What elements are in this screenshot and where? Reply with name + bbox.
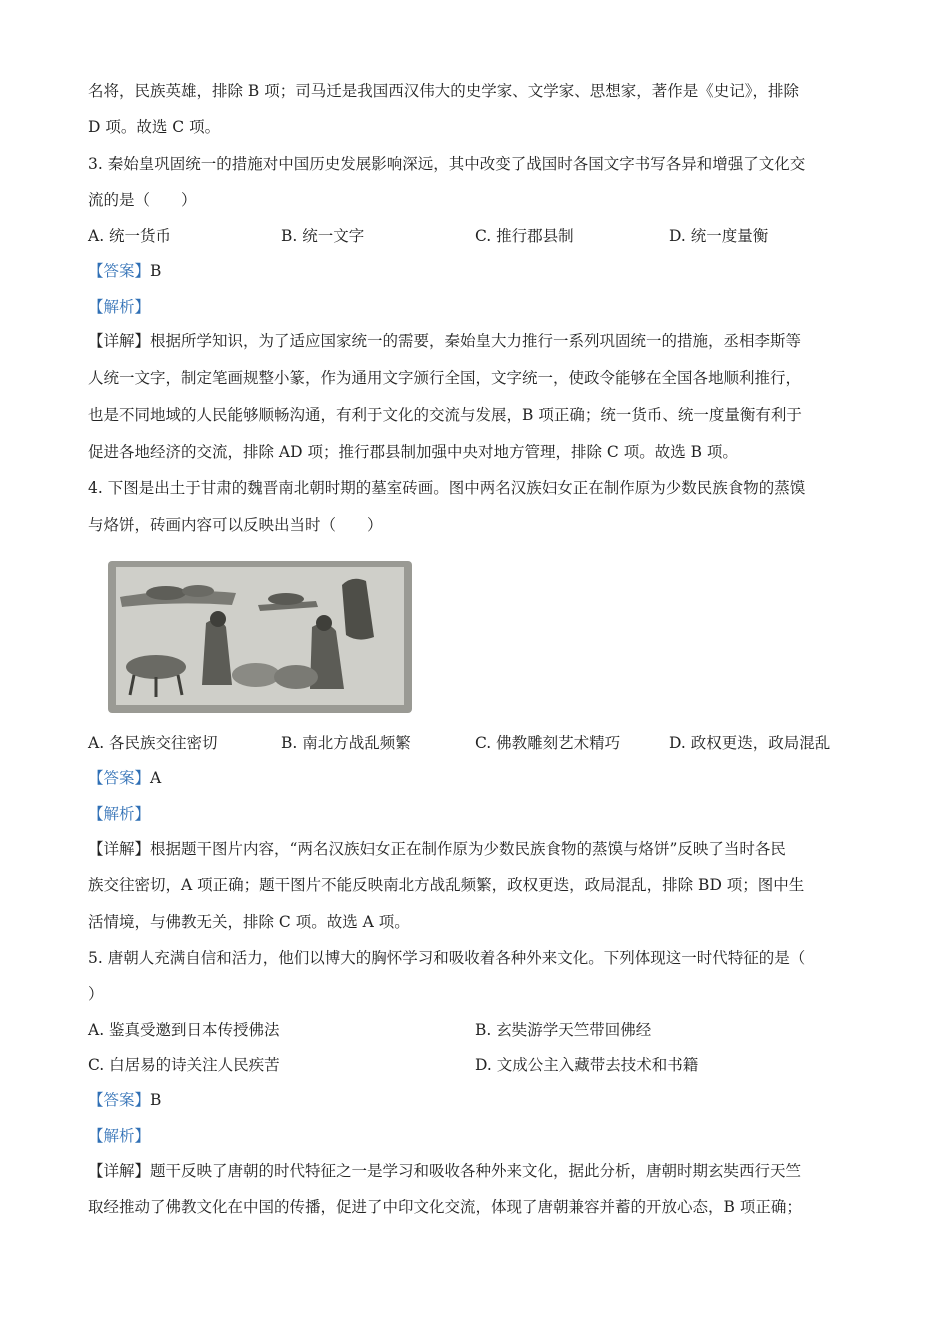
q5-analysis-tag: 【解析】 [88, 1127, 151, 1145]
q4-stem-line-1: 4. 下图是出土于甘肃的魏晋南北朝时期的墓室砖画。图中两名汉族妇女正在制作原为少数民族食物的蒸馍 [88, 479, 806, 497]
q5-option-a: A. 鉴真受邀到日本传授佛法 [88, 1021, 280, 1039]
intro-line-2: D 项。故选 C 项。 [88, 118, 221, 136]
q4-option-b: B. 南北方战乱频繁 [281, 734, 411, 752]
q4-analysis-tag: 【解析】 [88, 805, 151, 823]
q3-detail-line-2: 人统一文字，制定笔画规整小篆，作为通用文字颁行全国，文字统一，使政令能够在全国各地顺利推行， [88, 369, 802, 387]
detail-tag: 【详解】 [88, 1162, 151, 1180]
q3-detail-line-4: 促进各地经济的交流，排除 AD 项；推行郡县制加强中央对地方管理，排除 C 项。故选 B 项。 [88, 443, 738, 461]
q5-option-b: B. 玄奘游学天竺带回佛经 [475, 1021, 652, 1039]
q3-option-b: B. 统一文字 [281, 227, 365, 245]
q3-option-c: C. 推行郡县制 [475, 227, 574, 245]
answer-value: B [150, 262, 162, 280]
bowl-left [232, 663, 280, 687]
q3-detail-line-3: 也是不同地域的人民能够顺畅沟通，有利于文化的交流与发展，B 项正确；统一货币、统一度量衡有利于 [88, 406, 802, 424]
answer-tag: 【答案】 [88, 769, 151, 787]
answer-tag: 【答案】 [88, 262, 151, 280]
answer-value: B [150, 1091, 162, 1109]
tomb-brick-painting-image [106, 557, 416, 717]
woman-left-head [210, 611, 226, 627]
q4-detail-line-3: 活情境，与佛教无关，排除 C 项。故选 A 项。 [88, 913, 410, 931]
q4-detail-line-1: 【详解】根据题干图片内容，“两名汉族妇女正在制作原为少数民族食物的蒸馍与烙饼”反映了当时各民 [88, 840, 786, 858]
answer-tag: 【答案】 [88, 1091, 151, 1109]
q4-detail-line-2: 族交往密切，A 项正确；题干图片不能反映南北方战乱频繁，政权更迭，政局混乱，排除 BD 项；图中生 [88, 876, 805, 894]
q5-stem-line-1: 5. 唐朝人充满自信和活力，他们以博大的胸怀学习和吸收着各种外来文化。下列体现这一时代特征的是（ [88, 949, 806, 967]
detail-tag: 【详解】 [88, 332, 151, 350]
woman-right-head [316, 615, 332, 631]
food-pile-left [146, 586, 186, 600]
q4-option-a: A. 各民族交往密切 [88, 734, 218, 752]
q4-answer [88, 767, 878, 789]
q4-option-d: D. 政权更迭，政局混乱 [669, 734, 831, 752]
q5-detail-line-2: 取经推动了佛教文化在中国的传播，促进了中印文化交流，体现了唐朝兼容并蓄的开放心态，B 项正确； [88, 1198, 802, 1216]
answer-value: A [150, 769, 162, 787]
bowl-right [274, 665, 318, 689]
q4-option-c: C. 佛教雕刻艺术精巧 [475, 734, 621, 752]
q3-answer [88, 260, 878, 282]
q3-stem-line-2: 流的是（ ） [88, 191, 197, 209]
intro-line-1: 名将，民族英雄，排除 B 项；司马迁是我国西汉伟大的史学家、文学家、思想家，著作是《史记》，排除 [88, 82, 799, 100]
q3-option-a: A. 统一货币 [88, 227, 172, 245]
q5-option-d: D. 文成公主入藏带去技术和书籍 [475, 1056, 699, 1074]
q5-answer [88, 1089, 878, 1111]
q3-detail-line-1: 【详解】根据所学知识，为了适应国家统一的需要，秦始皇大力推行一系列巩固统一的措施，丞相李斯等 [88, 332, 802, 350]
detail-tag: 【详解】 [88, 840, 151, 858]
food-pile-left-2 [182, 585, 214, 597]
q3-option-d: D. 统一度量衡 [669, 227, 769, 245]
q5-option-c: C. 白居易的诗关注人民疾苦 [88, 1056, 280, 1074]
q5-stem-line-2: ） [88, 985, 104, 1003]
q4-stem-line-2: 与烙饼，砖画内容可以反映出当时（ ） [88, 516, 383, 534]
q3-stem-line-1: 3. 秦始皇巩固统一的措施对中国历史发展影响深远，其中改变了战国时各国文字书写各异和增强了文化交 [88, 155, 806, 173]
q5-detail-line-1: 【详解】题干反映了唐朝的时代特征之一是学习和吸收各种外来文化，据此分析，唐朝时期玄奘西行天竺 [88, 1162, 802, 1180]
food-pile-right [268, 593, 304, 605]
q3-analysis-tag: 【解析】 [88, 298, 151, 316]
